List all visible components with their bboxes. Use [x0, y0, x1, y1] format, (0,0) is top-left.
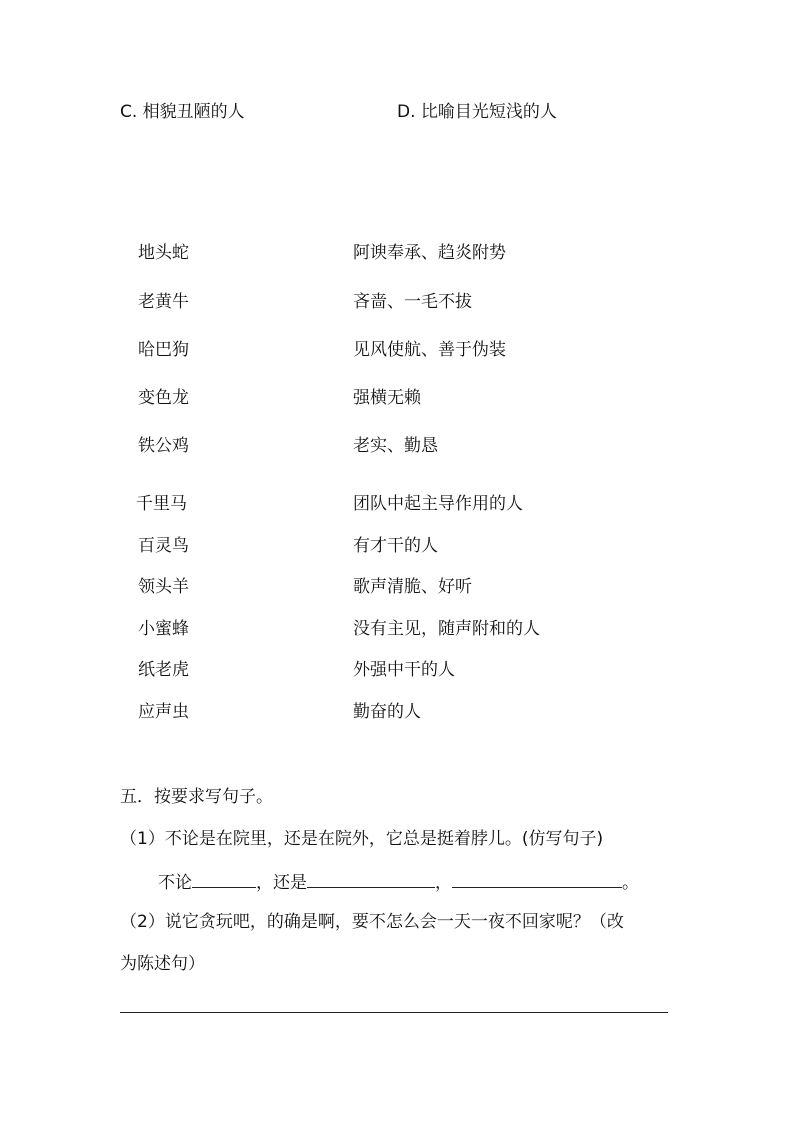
question-2-line-2: 为陈述句）	[120, 954, 205, 974]
match-row	[0, 535, 794, 559]
animal-term: 应声虫	[138, 702, 189, 722]
term-meaning: 勤奋的人	[353, 702, 421, 722]
option-c: C. 相貌丑陋的人	[120, 102, 245, 122]
match-row	[0, 701, 794, 725]
animal-term: 变色龙	[138, 388, 189, 408]
animal-term: 哈巴狗	[138, 340, 189, 360]
match-row	[0, 659, 794, 683]
question-2-line-1: （2）说它贪玩吧，的确是啊，要不怎么会一天一夜不回家呢？（改	[120, 912, 624, 932]
answer-blank-1[interactable]	[192, 870, 256, 888]
term-meaning: 老实、勤恳	[353, 436, 438, 456]
fill-text-3: ，	[435, 873, 452, 893]
answer-blank-3[interactable]	[452, 870, 622, 888]
term-meaning: 阿谀奉承、趋炎附势	[353, 243, 506, 263]
section-title: 五．按要求写句子。	[120, 787, 273, 807]
animal-term: 千里马	[136, 494, 187, 514]
term-meaning: 没有主见，随声附和的人	[353, 619, 540, 639]
term-meaning: 有才干的人	[353, 536, 438, 556]
fill-text-2: ，还是	[256, 873, 307, 893]
animal-term: 铁公鸡	[138, 436, 189, 456]
term-meaning: 歌声清脆、好听	[353, 577, 472, 597]
match-row	[0, 242, 794, 266]
match-row	[0, 435, 794, 459]
question-1-fill-in	[158, 870, 639, 894]
animal-term: 地头蛇	[138, 243, 189, 263]
match-row	[0, 618, 794, 642]
answer-line[interactable]	[120, 1012, 668, 1013]
term-meaning: 吝啬、一毛不拔	[353, 292, 472, 312]
term-meaning: 见风使航、善于伪装	[353, 340, 506, 360]
animal-term: 小蜜蜂	[138, 619, 189, 639]
option-d: D. 比喻目光短浅的人	[397, 102, 557, 122]
match-row	[0, 339, 794, 363]
term-meaning: 团队中起主导作用的人	[353, 494, 523, 514]
term-meaning: 外强中干的人	[353, 660, 455, 680]
match-row	[0, 576, 794, 600]
match-row	[0, 387, 794, 411]
animal-term: 纸老虎	[138, 660, 189, 680]
animal-term: 老黄牛	[138, 292, 189, 312]
fill-text-4: 。	[622, 873, 639, 893]
question-1: （1）不论是在院里，还是在院外，它总是挺着脖儿。(仿写句子)	[120, 829, 604, 849]
match-row	[0, 291, 794, 315]
animal-term: 百灵鸟	[138, 536, 189, 556]
match-row	[0, 493, 794, 517]
answer-blank-2[interactable]	[307, 870, 435, 888]
term-meaning: 强横无赖	[353, 388, 421, 408]
animal-term: 领头羊	[138, 577, 189, 597]
fill-text-1: 不论	[158, 873, 192, 893]
